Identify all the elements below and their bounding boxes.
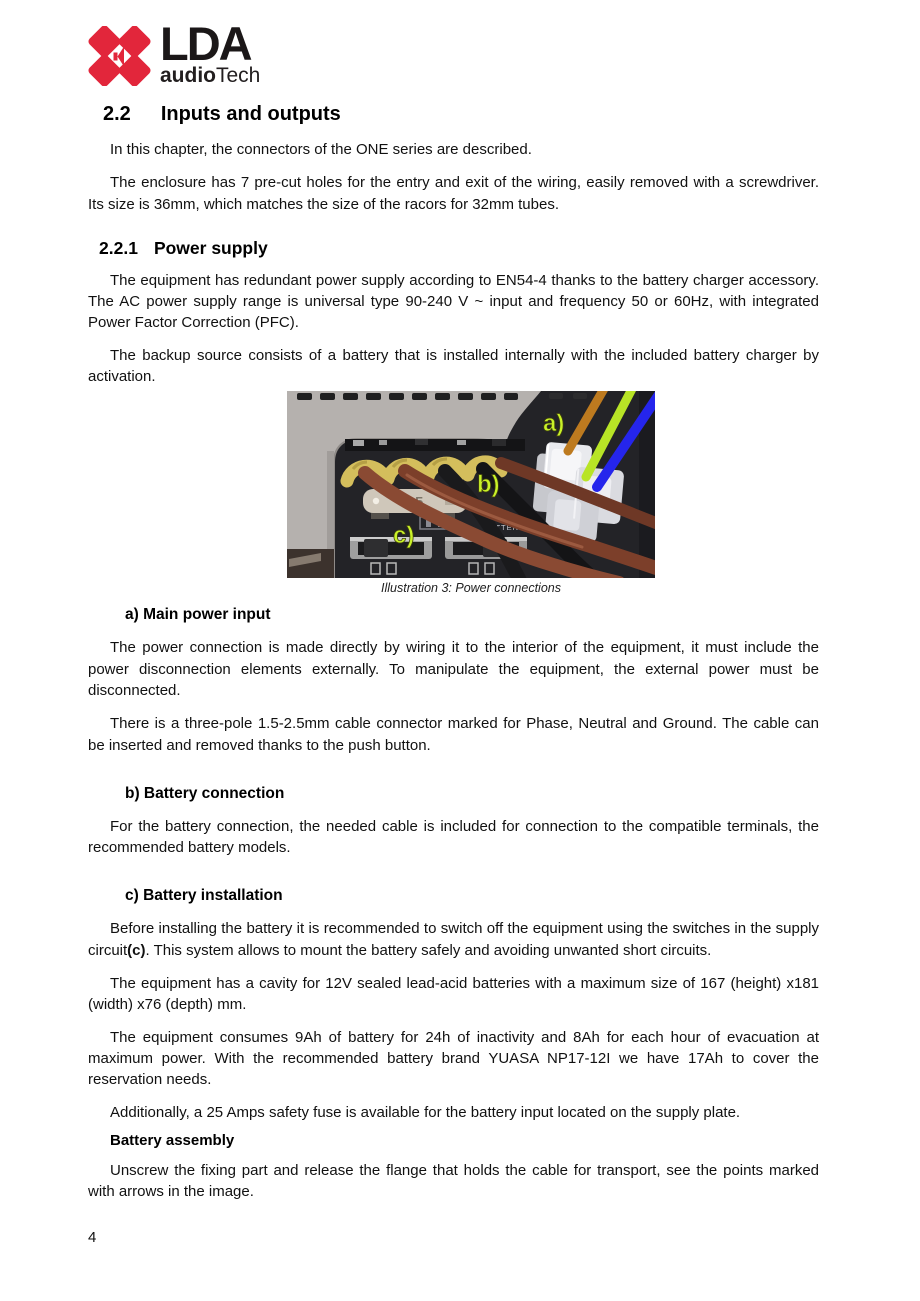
label-b: b) [477, 471, 500, 499]
paragraph-power-1: The equipment has redundant power supply according to EN54-4 thanks to the battery charger accessory. The AC power supply range is universal type 90-240 V ~ input and frequency 50 or 60Hz, with integrated Power Factor Correction (PFC). [88, 271, 819, 332]
paragraph-a1: The power connection is made directly by wiring it to the interior of the equipment, it must include the power disconnection elements externally. To manipulate the equipment, the external power must be disconnected. [88, 639, 819, 699]
section-title: Inputs and outputs [160, 103, 341, 125]
lda-logo [88, 17, 819, 87]
section-heading-2-2 [103, 102, 819, 126]
paragraph-assembly: Unscrew the fixing part and release the flange that holds the cable for transport, see the points marked with arrows in the image. [88, 1161, 819, 1201]
figure-caption: Illustration 3: Power connections [381, 581, 561, 596]
heading-battery-connection: b) Battery connection [125, 784, 285, 802]
paragraph-power-2: The backup source consists of a battery that is installed internally with the included battery charger by activation. [88, 346, 819, 386]
paragraph-enclosure: The enclosure has 7 pre-cut holes for the entry and exit of the wiring, easily removed with a screwdriver. Its size is 36mm, which matches the size of the racors for 32mm tubes. [88, 174, 819, 213]
paragraph-b1: For the battery connection, the needed cable is included for connection to the compatible terminals, the recommended battery models. [88, 817, 819, 857]
label-a: a) [543, 410, 565, 438]
paragraph-c3: The equipment consumes 9Ah of battery for 24h of inactivity and 8Ah for each hour of evacuation at maximum power. With the recommended battery brand YUASA NP17-12I we have 17Ah to cover the reservation needs. [88, 1028, 819, 1089]
logo-subtitle [160, 65, 260, 86]
section-number: 2.2 [103, 103, 131, 125]
heading-main-power-input: a) Main power input [125, 606, 271, 624]
logo-brand: LDA [160, 17, 251, 70]
paragraph-c1-post: . This system allows to mount the battery safely and avoiding unwanted short circuits. [145, 941, 712, 959]
paragraph-a2: There is a three-pole 1.5-2.5mm cable connector marked for Phase, Neutral and Ground. The cable can be inserted and removed thanks to the push button. [88, 715, 819, 754]
section-heading-2-2-1 [99, 237, 819, 259]
heading-battery-assembly: Battery assembly [110, 1131, 235, 1149]
paragraph-c1-pre: Before installing the battery it is recommended to switch off the equipment using the switches in the supply circuit [88, 920, 819, 959]
page-content [88, 0, 819, 1202]
pcb-components [345, 439, 525, 451]
battery-silkscreen-label: BATTERY [484, 523, 525, 533]
paragraph-c1 [88, 918, 819, 961]
logo-sub-tech: Tech [216, 64, 261, 87]
logo-sub-audio: audio [160, 64, 216, 87]
paragraph-c2: The equipment has a cavity for 12V sealed lead-acid batteries with a maximum size of 167 (height) x181 (width) x76 (depth) mm. [88, 975, 819, 1014]
figure-power-connections [287, 391, 655, 596]
lda-logo-text [160, 17, 261, 87]
label-c: c) [393, 522, 415, 550]
paragraph-c4: Additionally, a 25 Amps safety fuse is available for the battery input located on the supply plate. [110, 1103, 741, 1121]
power-connections-photo [287, 391, 655, 578]
paragraph-intro: In this chapter, the connectors of the ONE series are described. [110, 141, 532, 158]
paragraph-c1-bold-ref: (c) [127, 941, 146, 959]
page-number: 4 [88, 1229, 97, 1246]
heading-battery-installation: c) Battery installation [125, 887, 283, 905]
fuse-rating-label: 25 [406, 494, 424, 512]
subsection-number: 2.2.1 [99, 237, 138, 258]
subsection-title: Power supply [153, 237, 268, 258]
lda-logo-mark-icon [88, 26, 151, 86]
